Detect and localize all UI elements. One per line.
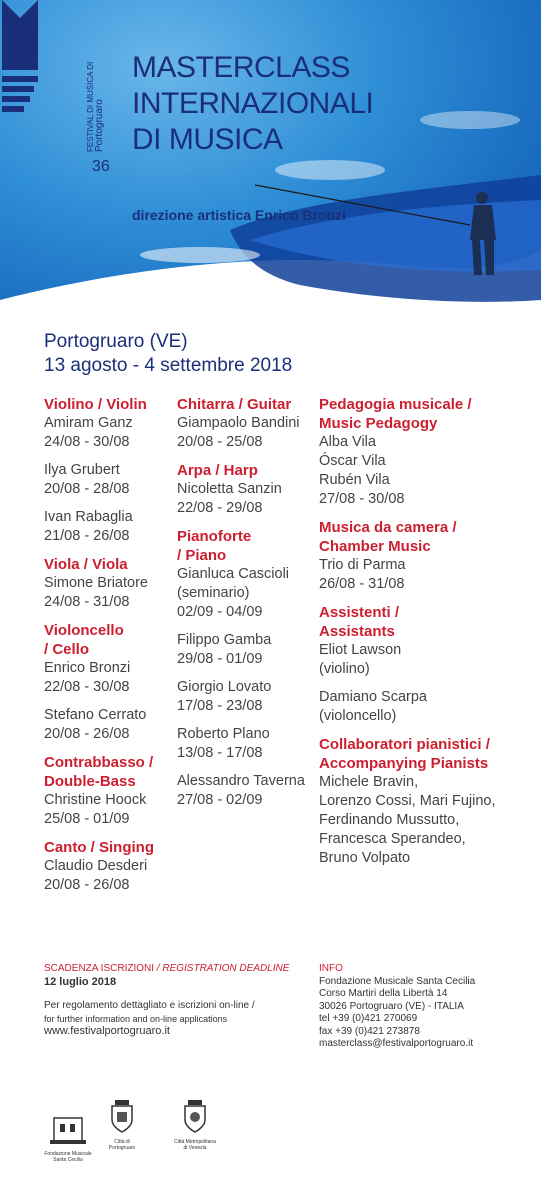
course-section — [177, 461, 317, 527]
course-section — [319, 603, 534, 735]
section-spacer — [44, 829, 172, 838]
festival-website-link[interactable]: www.festivalportogruaro.it — [44, 1025, 170, 1037]
spacer — [177, 716, 317, 725]
section-spacer — [177, 518, 317, 527]
course-entry: Giorgio Lovato — [177, 679, 272, 695]
edition-number: 36 — [92, 158, 110, 175]
section-spacer — [319, 509, 534, 518]
section-spacer — [44, 612, 172, 621]
course-section — [319, 518, 534, 603]
course-entry: 24/08 - 31/08 — [44, 594, 130, 610]
course-entry: 13/08 - 17/08 — [177, 745, 263, 761]
course-entry: (violino) — [319, 661, 370, 677]
hero-banner — [0, 0, 541, 330]
course-entry: 20/08 - 28/08 — [44, 481, 130, 497]
course-section — [177, 527, 317, 819]
course-entry: 20/08 - 25/08 — [177, 434, 263, 450]
spacer — [44, 697, 172, 706]
section-spacer — [44, 546, 172, 555]
course-section — [319, 395, 534, 518]
course-entry: Ilya Grubert — [44, 462, 120, 478]
course-entry: Damiano Scarpa — [319, 689, 427, 705]
course-title: Music Pedagogy — [319, 415, 438, 432]
course-entry: Alba Vila — [319, 434, 376, 450]
course-entry: (seminario) — [177, 585, 250, 601]
course-title: Chamber Music — [319, 538, 431, 555]
section-spacer — [44, 744, 172, 753]
course-entry: Claudio Desderi — [44, 858, 148, 874]
course-section — [44, 838, 172, 904]
course-title: Pianoforte — [177, 528, 252, 545]
course-entry: (violoncello) — [319, 708, 397, 724]
course-title: / Cello — [44, 641, 90, 658]
course-entry: Alessandro Taverna — [177, 773, 305, 789]
spacer — [177, 622, 317, 631]
spacer — [319, 679, 534, 688]
course-section — [44, 621, 172, 753]
course-entry: Bruno Volpato — [319, 850, 411, 866]
course-entry: Ivan Rabaglia — [44, 509, 133, 525]
spacer — [177, 669, 317, 678]
course-title: Musica da camera / — [319, 519, 457, 536]
venue-dates: Portogruaro (VE) 13 agosto - 4 settembre 2018 — [44, 331, 293, 376]
course-column-1 — [44, 395, 172, 904]
course-title: Collaboratori pianistici / — [319, 736, 490, 753]
course-title: Double-Bass — [44, 773, 136, 790]
course-entry: Christine Hoock — [44, 792, 147, 808]
sponsor-citta-metropolitana: Città Metropolitana di Venezia — [170, 1100, 220, 1151]
sponsor-citta-portogruaro: Città di Portogruaro — [100, 1100, 144, 1151]
festival-logo-icon — [0, 0, 70, 120]
section-spacer — [44, 895, 172, 904]
registration-info: SCADENZA ISCRIZIONI / REGISTRATION DEADLINE 12 luglio 2018 Per regolamento dettagliato e iscrizioni on-line / for further information and on-line applications www.festivalportogruaro.it — [44, 963, 309, 1038]
course-entry: Nicoletta Sanzin — [177, 481, 282, 497]
course-entry: 20/08 - 26/08 — [44, 726, 130, 742]
course-title: Viola / Viola — [44, 556, 128, 573]
course-entry: Ferdinando Mussutto, — [319, 812, 460, 828]
course-entry: Eliot Lawson — [319, 642, 402, 658]
section-spacer — [319, 594, 534, 603]
course-entry: 25/08 - 01/09 — [44, 811, 130, 827]
course-column-2 — [177, 395, 317, 819]
course-title: Canto / Singing — [44, 839, 154, 856]
course-entry: 26/08 - 31/08 — [319, 576, 405, 592]
course-entry: Simone Briatore — [44, 575, 148, 591]
contact-info: INFO Fondazione Musicale Santa Cecilia Corso Martiri della Libertà 14 30026 Portogruaro (VE) - ITALIA tel +39 (0)421 270069 fax +39 (0)421 273878 masterclass@festivalportogruaro.it — [319, 963, 534, 1051]
course-entry: 21/08 - 26/08 — [44, 528, 130, 544]
course-entry: Gianluca Cascioli — [177, 566, 290, 582]
course-entry: 29/08 - 01/09 — [177, 651, 263, 667]
course-entry: Filippo Gamba — [177, 632, 272, 648]
course-title: Violino / Violin — [44, 396, 147, 413]
spacer — [44, 499, 172, 508]
course-entry: 24/08 - 30/08 — [44, 434, 130, 450]
section-spacer — [319, 726, 534, 735]
course-entry: Roberto Plano — [177, 726, 270, 742]
course-entry: 20/08 - 26/08 — [44, 877, 130, 893]
coat-of-arms-icon — [109, 1100, 135, 1134]
course-entry: Óscar Vila — [319, 453, 386, 469]
artistic-director: direzione artistica Enrico Bronzi — [132, 207, 346, 223]
course-title: Arpa / Harp — [177, 462, 258, 479]
course-title: Chitarra / Guitar — [177, 396, 292, 413]
spacer — [177, 763, 317, 772]
course-entry: Rubén Vila — [319, 472, 390, 488]
course-section — [44, 555, 172, 621]
course-entry: Francesca Sperandeo, — [319, 831, 466, 847]
course-entry: 02/09 - 04/09 — [177, 604, 263, 620]
course-section — [44, 395, 172, 555]
contact-email-link[interactable]: masterclass@festivalportogruaro.it — [319, 1038, 474, 1049]
section-spacer — [177, 810, 317, 819]
course-title: / Piano — [177, 547, 227, 564]
course-entry: 22/08 - 30/08 — [44, 679, 130, 695]
course-entry: Stefano Cerrato — [44, 707, 147, 723]
course-entry: Michele Bravin, — [319, 774, 419, 790]
course-section — [177, 395, 317, 461]
building-icon — [48, 1110, 88, 1146]
course-entry: 22/08 - 29/08 — [177, 500, 263, 516]
course-entry: Lorenzo Cossi, Mari Fujino, — [319, 793, 496, 809]
course-title: Accompanying Pianists — [319, 755, 489, 772]
sponsor-fondazione: Fondazione Musicale Santa Cecilia — [40, 1110, 96, 1163]
course-entry: Trio di Parma — [319, 557, 406, 573]
course-title: Assistants — [319, 623, 395, 640]
section-spacer — [177, 452, 317, 461]
course-entry: 27/08 - 30/08 — [319, 491, 405, 507]
course-title: Violoncello — [44, 622, 124, 639]
course-entry: 27/08 - 02/09 — [177, 792, 263, 808]
section-spacer — [319, 868, 534, 877]
course-section — [319, 735, 534, 877]
page-title: MASTERCLASS INTERNAZIONALI DI MUSICA — [132, 51, 374, 156]
course-title: Assistenti / — [319, 604, 400, 621]
course-title: Contrabbasso / — [44, 754, 154, 771]
spacer — [44, 452, 172, 461]
course-entry: Giampaolo Bandini — [177, 415, 300, 431]
course-column-3 — [319, 395, 534, 877]
festival-name: FESTIVAL DI MUSICA DI Portogruaro — [86, 61, 105, 152]
course-entry: 17/08 - 23/08 — [177, 698, 263, 714]
course-entry: Amiram Ganz — [44, 415, 133, 431]
coat-of-arms-icon — [182, 1100, 208, 1134]
course-entry: Enrico Bronzi — [44, 660, 131, 676]
course-title: Pedagogia musicale / — [319, 396, 472, 413]
course-section — [44, 753, 172, 838]
